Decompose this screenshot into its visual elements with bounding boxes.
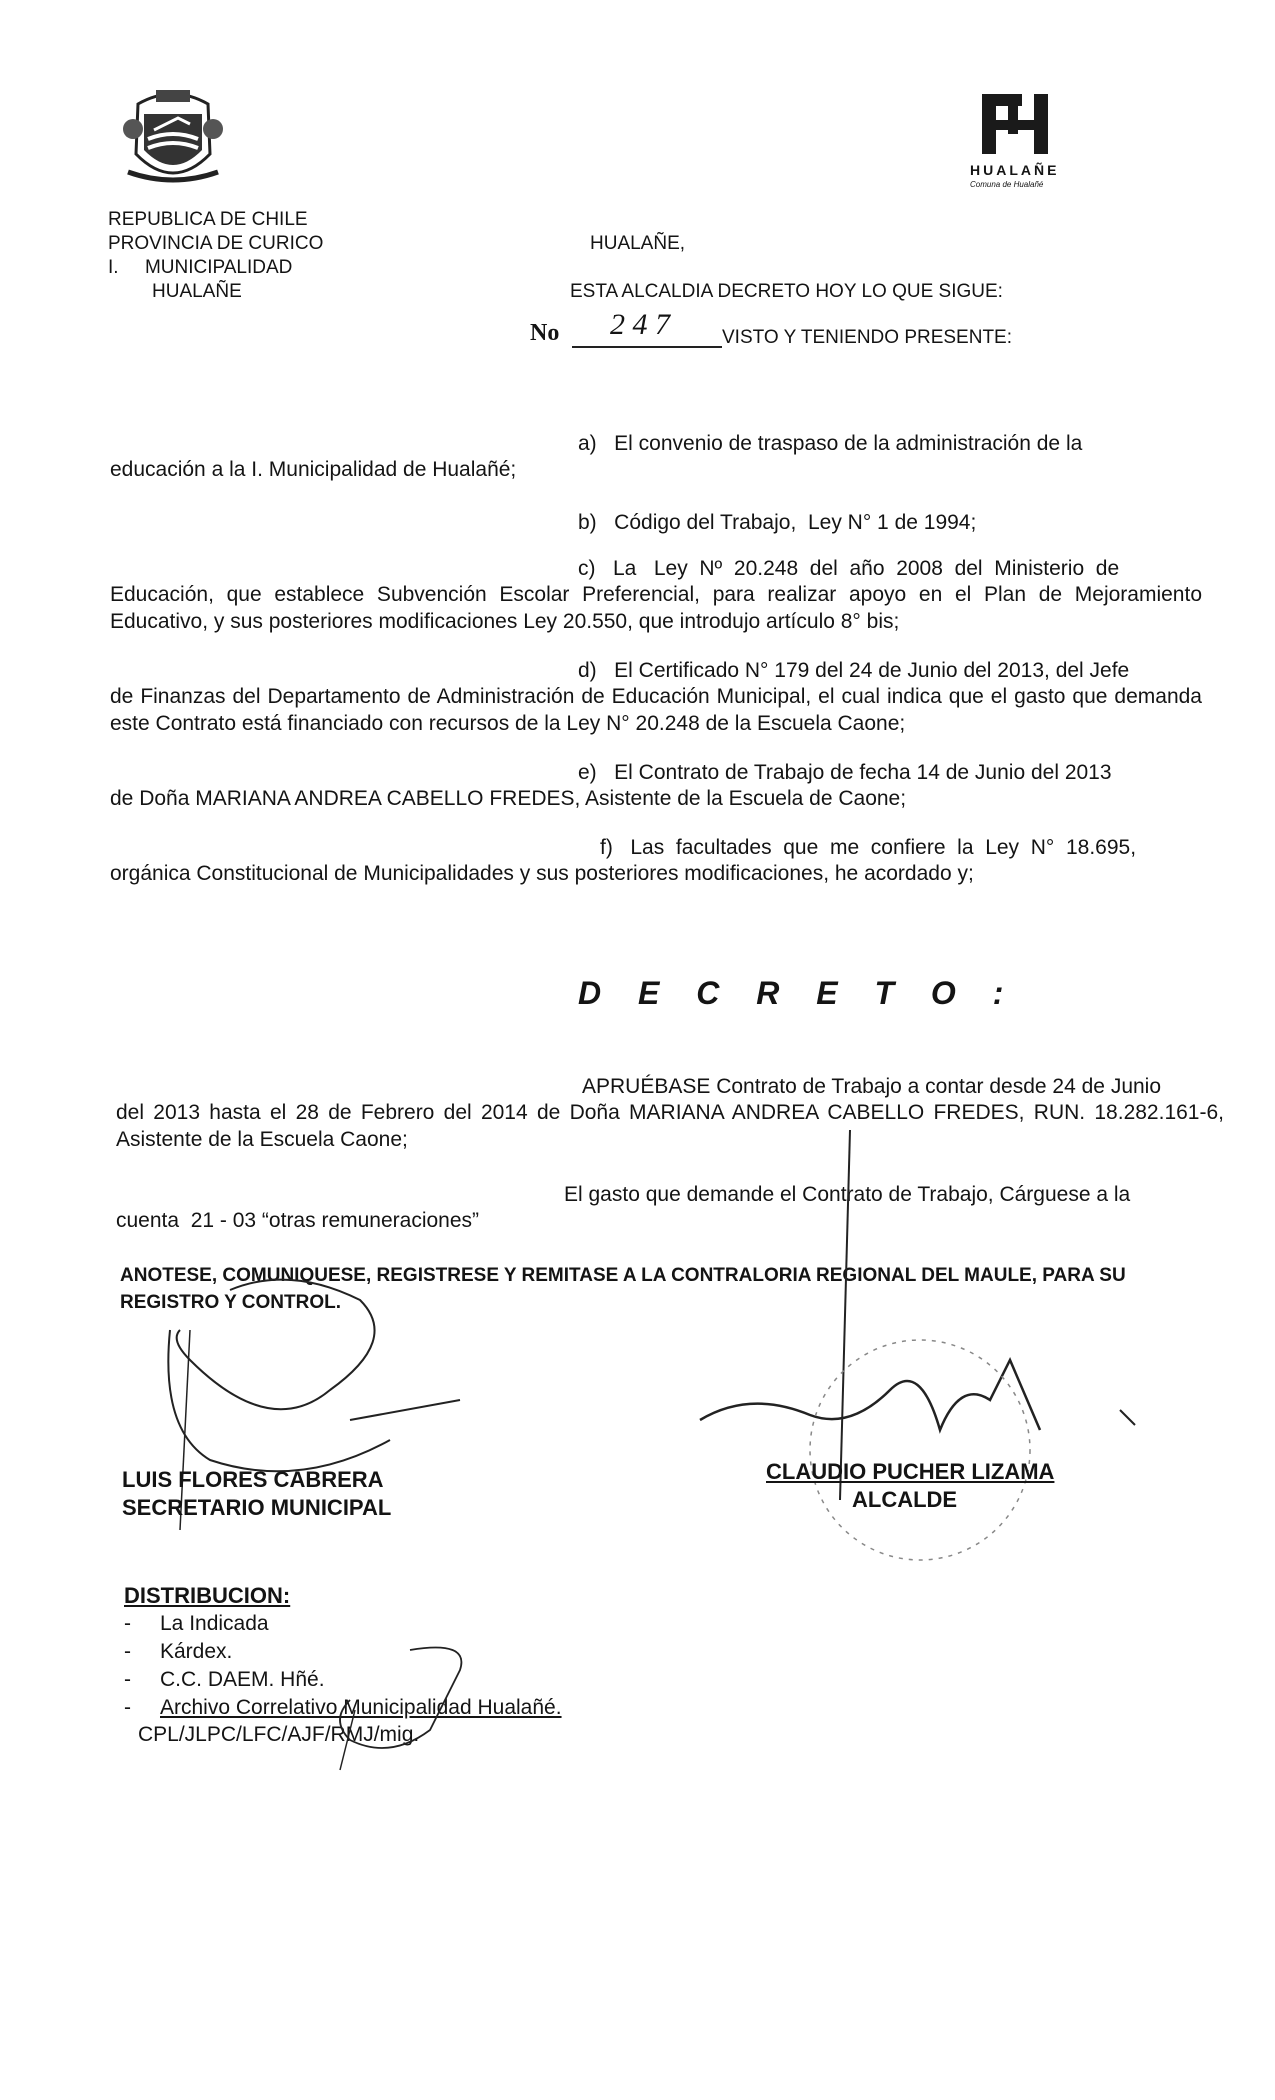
signature-left bbox=[122, 1466, 391, 1522]
considerando-b bbox=[110, 511, 1202, 535]
issuer-block bbox=[108, 208, 323, 304]
distribution-item: - La Indicada bbox=[160, 1610, 562, 1638]
considerando-first: c) La Ley Nº 20.248 del año 2008 del Ministerio de bbox=[578, 557, 1120, 580]
considerando-first: f) Las facultades que me confiere la Ley N° 18.695, bbox=[600, 836, 1137, 859]
logo-subtext: Comuna de Hualañé bbox=[970, 180, 1044, 189]
issuer-line: HUALAÑE bbox=[152, 281, 242, 302]
considerando-rest: de Finanzas del Departamento de Administración de Educación Municipal, el cual indica que el gasto que demanda este Contrato está financiado con recursos de la Ley N° 20.248 de la Escuela Caone; bbox=[110, 685, 1202, 735]
visto-line: VISTO Y TENIENDO PRESENTE: bbox=[722, 327, 1013, 348]
considerando-e bbox=[110, 761, 1202, 812]
secretary-name: LUIS FLORES CABRERA bbox=[122, 1467, 384, 1492]
considerando-f bbox=[110, 836, 1202, 887]
decree-number-row bbox=[530, 308, 1050, 352]
decreto-title: D E C R E T O : bbox=[578, 975, 1018, 1011]
secretary-title: SECRETARIO MUNICIPAL bbox=[122, 1495, 392, 1520]
mayor-title: ALCALDE bbox=[852, 1487, 958, 1512]
considerando-first: e) El Contrato de Trabajo de fecha 14 de Junio del 2013 bbox=[578, 761, 1112, 784]
resolution-first: El gasto que demande el Contrato de Trabajo, Cárguese a la bbox=[564, 1183, 1131, 1206]
distribution-item: - C.C. DAEM. Hñé. bbox=[160, 1666, 562, 1694]
municipal-crest bbox=[118, 84, 228, 194]
place-line: HUALAÑE, bbox=[590, 233, 686, 254]
initials-scribble bbox=[310, 1640, 500, 1770]
resolution-rest: cuenta 21 - 03 “otras remuneraciones” bbox=[116, 1209, 480, 1232]
considerando-rest: orgánica Constitucional de Municipalidades y sus posteriores modificaciones, he acordado y; bbox=[110, 862, 974, 885]
distribution-item: - Kárdex. bbox=[160, 1638, 562, 1666]
signature-right-scribble bbox=[690, 1130, 1150, 1500]
considerando-rest: Educación, que establece Subvención Escolar Preferencial, para realizar apoyo en el Plan de Mejoramiento Educativo, y sus posteriores modificaciones Ley 20.550, que introdujo artículo 8° bis; bbox=[110, 583, 1202, 633]
resolution-rest: del 2013 hasta el 28 de Febrero del 2014 de Doña MARIANA ANDREA CABELLO FREDES, RUN. 18.282.161-6, Asistente de la Escuela Caone; bbox=[116, 1101, 1224, 1151]
closing-statement: ANOTESE, COMUNIQUESE, REGISTRESE Y REMITASE A LA CONTRALORIA REGIONAL DEL MAULE, PARA SU REGISTRO Y CONTROL. bbox=[120, 1265, 1126, 1313]
considerando-c bbox=[110, 557, 1202, 635]
considerando-rest: educación a la I. Municipalidad de Hualañé; bbox=[110, 458, 517, 481]
considerando-d bbox=[110, 659, 1202, 737]
alcaldia-line: ESTA ALCALDIA DECRETO HOY LO QUE SIGUE: bbox=[570, 281, 1003, 302]
considerando-first: d) El Certificado N° 179 del 24 de Junio del 2013, del Jefe bbox=[578, 659, 1130, 682]
considerando-first: a) El convenio de traspaso de la administración de la bbox=[578, 432, 1083, 455]
distribution-item: - Archivo Correlativo Municipalidad Hualañé. bbox=[160, 1694, 562, 1722]
number-prefix: No bbox=[530, 320, 560, 346]
hualane-logo bbox=[968, 84, 1078, 194]
signature-right bbox=[766, 1458, 1054, 1514]
considerando-rest: de Doña MARIANA ANDREA CABELLO FREDES, Asistente de la Escuela de Caone; bbox=[110, 787, 907, 810]
considerandos bbox=[110, 432, 1202, 887]
distribution-initials: CPL/JLPC/LFC/AJF/RMJ/mig. bbox=[138, 1723, 420, 1746]
distribution-heading: DISTRIBUCION: bbox=[124, 1583, 291, 1608]
mayor-name: CLAUDIO PUCHER LIZAMA bbox=[766, 1459, 1055, 1484]
issuer-line: I. MUNICIPALIDAD bbox=[108, 257, 293, 278]
number-underline bbox=[572, 346, 722, 348]
considerando-a bbox=[110, 432, 1202, 483]
issuer-line: PROVINCIA DE CURICO bbox=[108, 233, 324, 254]
considerando-first: b) Código del Trabajo, Ley N° 1 de 1994; bbox=[578, 511, 977, 534]
logo-text: HUALAÑE bbox=[970, 162, 1060, 178]
resolution-first: APRUÉBASE Contrato de Trabajo a contar desde 24 de Junio bbox=[582, 1075, 1162, 1098]
issuer-line: REPUBLICA DE CHILE bbox=[108, 209, 308, 230]
decree-number: 2 4 7 bbox=[610, 308, 670, 341]
